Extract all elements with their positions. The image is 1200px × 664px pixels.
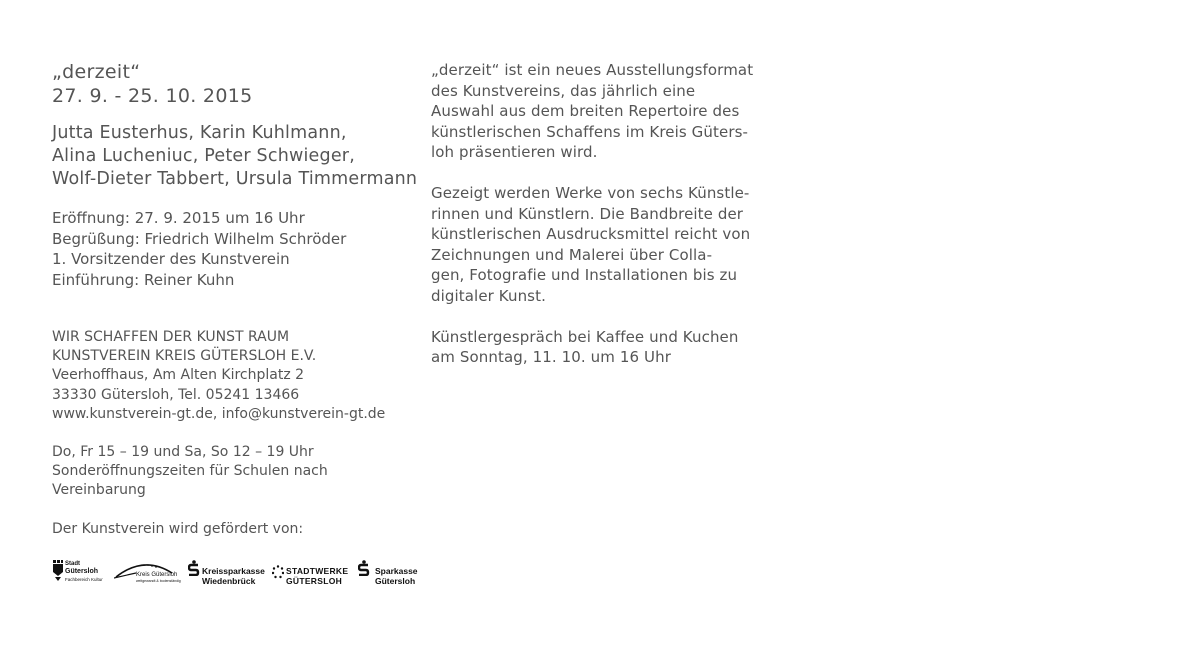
exhibition-title-block: [52, 60, 422, 108]
stadtwerke-dots-icon: [272, 565, 284, 579]
exhibition-dates: 27. 9. - 25. 10. 2015: [52, 85, 253, 107]
hours-line: Sonderöffnungszeiten für Schulen nach: [52, 463, 328, 480]
sparkasse-s-icon: [188, 560, 200, 576]
description-paragraph-intro: [431, 60, 754, 163]
org-name: KUNSTVEREIN KREIS GÜTERSLOH E.V.: [52, 348, 317, 365]
opening-info: [52, 208, 422, 290]
description-line: Auswahl aus dem breiten Repertoire des: [431, 102, 740, 120]
sparkasse-s-icon: [358, 560, 370, 576]
description-line: künstlerischen Schaffens im Kreis Güters-: [431, 122, 749, 141]
left-column: [52, 60, 422, 539]
org-address: Veerhoffhaus, Am Alten Kirchplatz 2: [52, 367, 305, 384]
logo-kreis-guetersloh: [114, 558, 181, 588]
description-line: Künstlergespräch bei Kaffee und Kuchen: [431, 327, 739, 346]
description-line: rinnen und Künstlern. Die Bandbreite der: [431, 204, 744, 223]
logo-sparkasse-guetersloh: [358, 558, 422, 588]
description-line: gen, Fotografie und Installationen bis zu: [431, 266, 738, 284]
description-paragraph-talk: [431, 327, 751, 368]
stadt-line2: Gütersloh: [65, 568, 99, 575]
ksk-line1: Kreissparkasse: [202, 566, 265, 576]
opening-line: Begrüßung: Friedrich Wilhelm Schröder: [52, 229, 347, 248]
description-line: loh präsentieren wird.: [431, 143, 598, 161]
logo-stadt-guetersloh: [52, 558, 108, 588]
org-slogan: WIR SCHAFFEN DER KUNST RAUM: [52, 329, 290, 345]
description-line: künstlerischen Ausdrucksmittel reicht von: [431, 225, 751, 243]
right-column: [431, 60, 754, 368]
opening-hours: [52, 443, 422, 501]
sponsor-label: Der Kunstverein wird gefördert von:: [52, 520, 304, 537]
logo-stadtwerke-guetersloh: [272, 558, 347, 588]
artist-line: Jutta Eusterhus, Karin Kuhlmann,: [52, 123, 347, 143]
opening-line: Eröffnung: 27. 9. 2015 um 16 Uhr: [52, 209, 305, 227]
spk-line1: Sparkasse: [375, 566, 418, 576]
sponsor-logos: [52, 558, 422, 590]
opening-line: Einführung: Reiner Kuhn: [52, 270, 235, 289]
city-crest-icon: [52, 560, 64, 582]
stw-line2: GÜTERSLOH: [286, 576, 343, 586]
description-line: Zeichnungen und Malerei über Colla-: [431, 245, 713, 264]
stadt-line1: Stadt: [65, 561, 80, 567]
stadt-line3: Fachbereich Kultur: [65, 577, 103, 582]
exhibition-title: „derzeit“: [52, 61, 141, 83]
opening-line: 1. Vorsitzender des Kunstverein: [52, 250, 290, 268]
description-paragraph-works: [431, 183, 751, 306]
description-line: am Sonntag, 11. 10. um 16 Uhr: [431, 348, 671, 366]
kreis-line1: Kreis Gütersloh: [136, 572, 178, 578]
description-line: „derzeit“ ist ein neues Ausstellungsformat: [431, 61, 754, 79]
hours-line: Do, Fr 15 – 19 und Sa, So 12 – 19 Uhr: [52, 444, 314, 461]
artist-list: [52, 122, 422, 191]
description-line: des Kunstvereins, das jährlich eine: [431, 81, 696, 100]
logo-kreissparkasse-wiedenbrueck: [188, 558, 268, 588]
spk-line2: Gütersloh: [375, 576, 416, 586]
stw-line1: STADTWERKE: [286, 566, 349, 576]
artist-line: Wolf-Dieter Tabbert, Ursula Timmermann: [52, 169, 418, 189]
org-web-email: www.kunstverein-gt.de, info@kunstverein-gt.de: [52, 405, 386, 422]
description-line: Gezeigt werden Werke von sechs Künstle-: [431, 184, 750, 202]
hours-line: Vereinbarung: [52, 482, 146, 499]
ksk-line2: Wiedenbrück: [202, 576, 256, 586]
org-city-phone: 33330 Gütersloh, Tel. 05241 13466: [52, 386, 300, 403]
artist-line: Alina Lucheniuc, Peter Schwieger,: [52, 146, 355, 166]
description-line: digitaler Kunst.: [431, 286, 546, 305]
kreis-line2: weltgewandt & bodenständig: [136, 579, 181, 583]
organization-info: [52, 328, 422, 424]
